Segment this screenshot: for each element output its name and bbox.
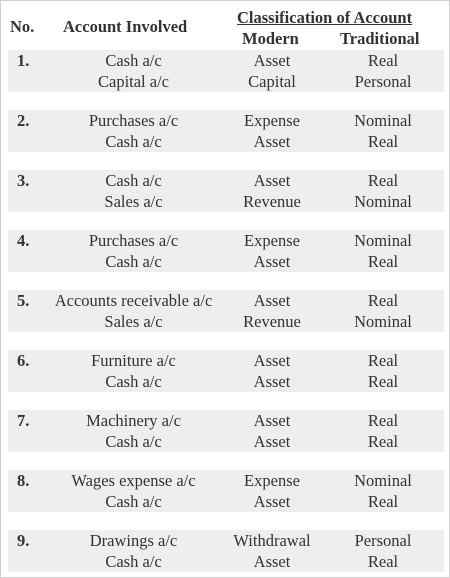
modern-class-cell: Asset — [253, 492, 291, 511]
row-number: 6. — [17, 351, 30, 370]
table-row-group — [8, 530, 444, 572]
account-cell: Accounts receivable a/c — [54, 291, 213, 310]
modern-class-cell: Revenue — [243, 312, 301, 331]
row-number: 4. — [17, 231, 30, 250]
traditional-class-cell: Real — [367, 51, 399, 70]
modern-class-cell: Capital — [248, 72, 296, 91]
account-cell: Sales a/c — [104, 192, 163, 211]
row-number: 3. — [17, 171, 30, 190]
table-row-group — [8, 170, 444, 212]
modern-class-cell: Withdrawal — [233, 531, 311, 550]
account-cell: Cash a/c — [105, 492, 162, 511]
traditional-class-cell: Real — [367, 171, 399, 190]
modern-class-cell: Asset — [253, 51, 291, 70]
header-account-involved: Account Involved — [63, 17, 188, 36]
modern-class-cell: Asset — [253, 132, 291, 151]
account-cell: Purchases a/c — [88, 231, 179, 250]
traditional-class-cell: Real — [367, 432, 399, 451]
traditional-class-cell: Nominal — [354, 471, 412, 490]
traditional-class-cell: Personal — [354, 531, 412, 550]
table-row-group — [8, 230, 444, 272]
traditional-class-cell: Nominal — [354, 312, 412, 331]
traditional-class-cell: Real — [367, 552, 399, 571]
account-cell: Cash a/c — [105, 432, 162, 451]
account-cell: Machinery a/c — [86, 411, 181, 430]
header-traditional: Traditional — [340, 29, 420, 48]
header-classification: Classification of Account — [237, 8, 413, 27]
traditional-class-cell: Real — [367, 252, 399, 271]
modern-class-cell: Asset — [253, 171, 291, 190]
modern-class-cell: Asset — [253, 291, 291, 310]
row-number: 8. — [17, 471, 30, 490]
table-row-group — [8, 350, 444, 392]
modern-class-cell: Asset — [253, 552, 291, 571]
modern-class-cell: Revenue — [243, 192, 301, 211]
table-row-group — [8, 410, 444, 452]
traditional-class-cell: Real — [367, 492, 399, 511]
account-cell: Cash a/c — [105, 552, 162, 571]
modern-class-cell: Expense — [244, 231, 300, 250]
row-number: 7. — [17, 411, 30, 430]
header-no: No. — [10, 17, 35, 36]
traditional-class-cell: Nominal — [354, 231, 412, 250]
modern-class-cell: Asset — [253, 411, 291, 430]
row-number: 1. — [17, 51, 30, 70]
account-cell: Purchases a/c — [88, 111, 179, 130]
modern-class-cell: Asset — [253, 372, 291, 391]
traditional-class-cell: Nominal — [354, 111, 412, 130]
table-header — [1, 1, 449, 49]
row-number: 2. — [17, 111, 30, 130]
header-modern: Modern — [242, 29, 299, 48]
modern-class-cell: Expense — [244, 471, 300, 490]
table-row-group — [8, 110, 444, 152]
table-row-group — [8, 290, 444, 332]
traditional-class-cell: Nominal — [354, 192, 412, 211]
modern-class-cell: Expense — [244, 111, 300, 130]
traditional-class-cell: Real — [367, 351, 399, 370]
row-number: 9. — [17, 531, 30, 550]
account-cell: Capital a/c — [97, 72, 169, 91]
account-cell: Cash a/c — [105, 252, 162, 271]
traditional-class-cell: Real — [367, 411, 399, 430]
modern-class-cell: Asset — [253, 252, 291, 271]
traditional-class-cell: Real — [367, 132, 399, 151]
account-cell: Cash a/c — [105, 372, 162, 391]
account-cell: Drawings a/c — [89, 531, 178, 550]
account-cell: Furniture a/c — [91, 351, 176, 370]
account-cell: Cash a/c — [105, 132, 162, 151]
traditional-class-cell: Real — [367, 372, 399, 391]
traditional-class-cell: Personal — [354, 72, 412, 91]
account-cell: Sales a/c — [104, 312, 163, 331]
modern-class-cell: Asset — [253, 432, 291, 451]
account-cell: Wages expense a/c — [71, 471, 196, 490]
table-row-group — [8, 470, 444, 512]
row-number: 5. — [17, 291, 30, 310]
table-row-group — [8, 50, 444, 92]
traditional-class-cell: Real — [367, 291, 399, 310]
modern-class-cell: Asset — [253, 351, 291, 370]
account-cell: Cash a/c — [105, 171, 162, 190]
account-cell: Cash a/c — [105, 51, 162, 70]
